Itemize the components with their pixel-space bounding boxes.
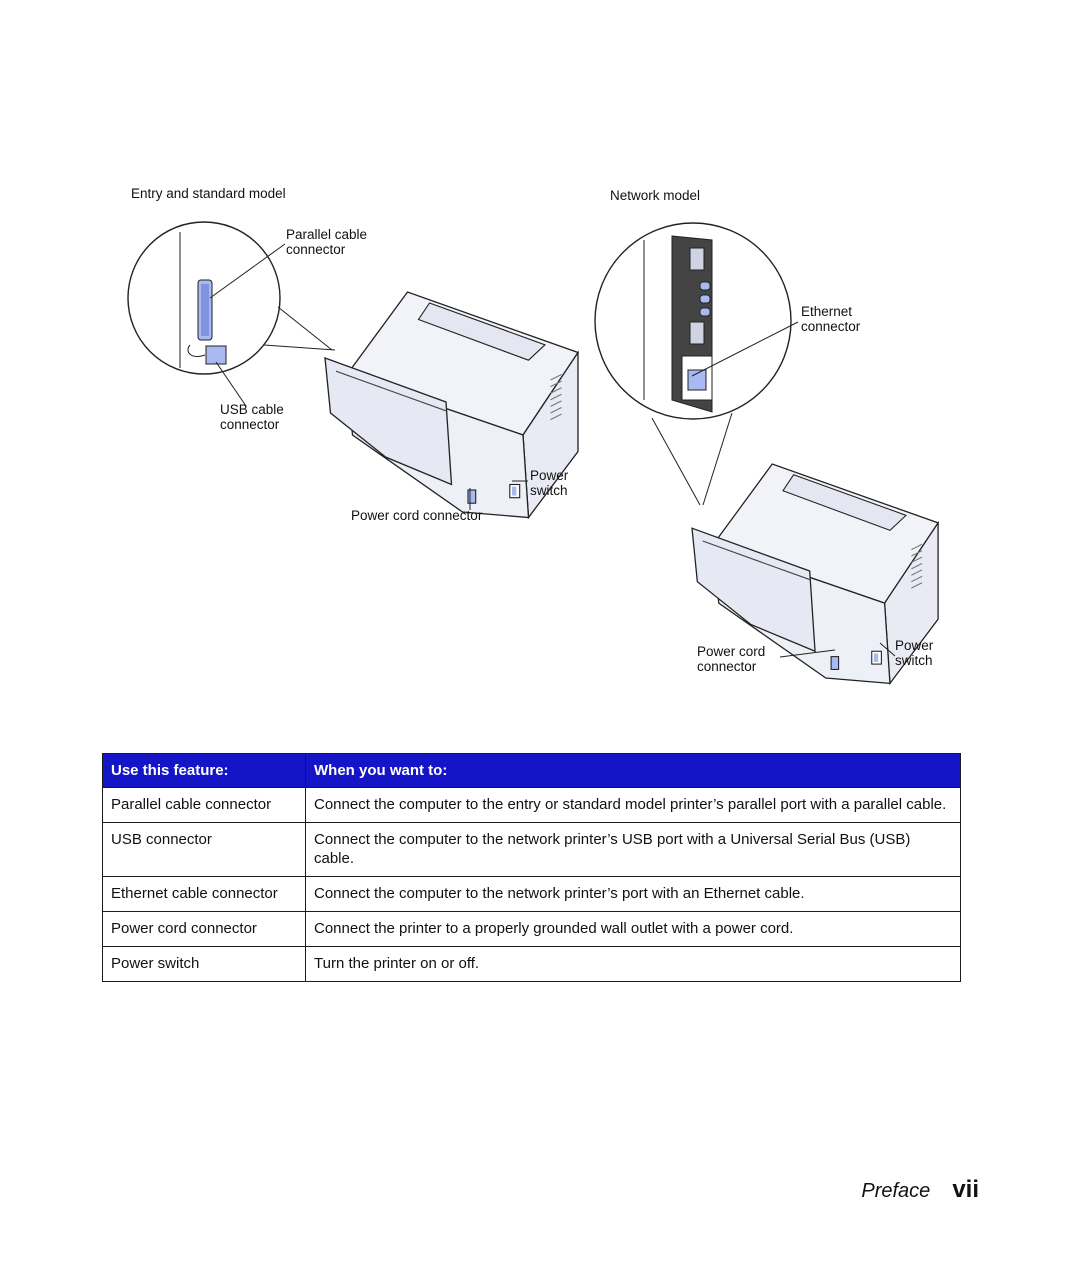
header-when-you-want-to: When you want to:: [306, 754, 961, 788]
power-switch-label-right: Power switch: [895, 638, 934, 668]
power-cord-connector-label-left: Power cord connector: [351, 508, 483, 523]
table-row: [103, 823, 961, 877]
feature-cell: Ethernet cable connector: [103, 877, 306, 912]
power-cord-connector-label-right: Power cord connector: [697, 644, 766, 674]
feature-cell: Power cord connector: [103, 912, 306, 947]
table-row: [103, 877, 961, 912]
feature-cell: USB connector: [103, 823, 306, 877]
footer-section-title: Preface: [861, 1180, 931, 1202]
purpose-cell: Turn the printer on or off.: [306, 947, 961, 982]
feature-table: [102, 753, 961, 982]
table-row: [103, 788, 961, 823]
purpose-cell: Connect the computer to the network printer’s port with an Ethernet cable.: [306, 877, 961, 912]
page-footer: [861, 1176, 979, 1204]
table-row: [103, 947, 961, 982]
purpose-cell: Connect the computer to the network printer’s USB port with a Universal Serial Bus (USB) cable.: [306, 823, 961, 877]
network-model-caption: Network model: [610, 188, 701, 203]
table-row: [103, 912, 961, 947]
purpose-cell: Connect the computer to the entry or standard model printer’s parallel port with a parallel cable.: [306, 788, 961, 823]
page-number: vii: [952, 1176, 979, 1203]
ethernet-connector-label: Ethernet connector: [801, 304, 861, 334]
table-header-row: [103, 754, 961, 788]
purpose-cell: Connect the printer to a properly grounded wall outlet with a power cord.: [306, 912, 961, 947]
header-use-this-feature: Use this feature:: [103, 754, 306, 788]
usb-cable-connector-label: USB cable connector: [220, 402, 284, 432]
power-switch-label-left: Power switch: [530, 468, 569, 498]
entry-standard-model-caption: Entry and standard model: [131, 186, 286, 201]
feature-cell: Parallel cable connector: [103, 788, 306, 823]
parallel-cable-connector-label: Parallel cable connector: [286, 227, 368, 257]
feature-cell: Power switch: [103, 947, 306, 982]
ethernet-detail-circle: [595, 223, 791, 505]
